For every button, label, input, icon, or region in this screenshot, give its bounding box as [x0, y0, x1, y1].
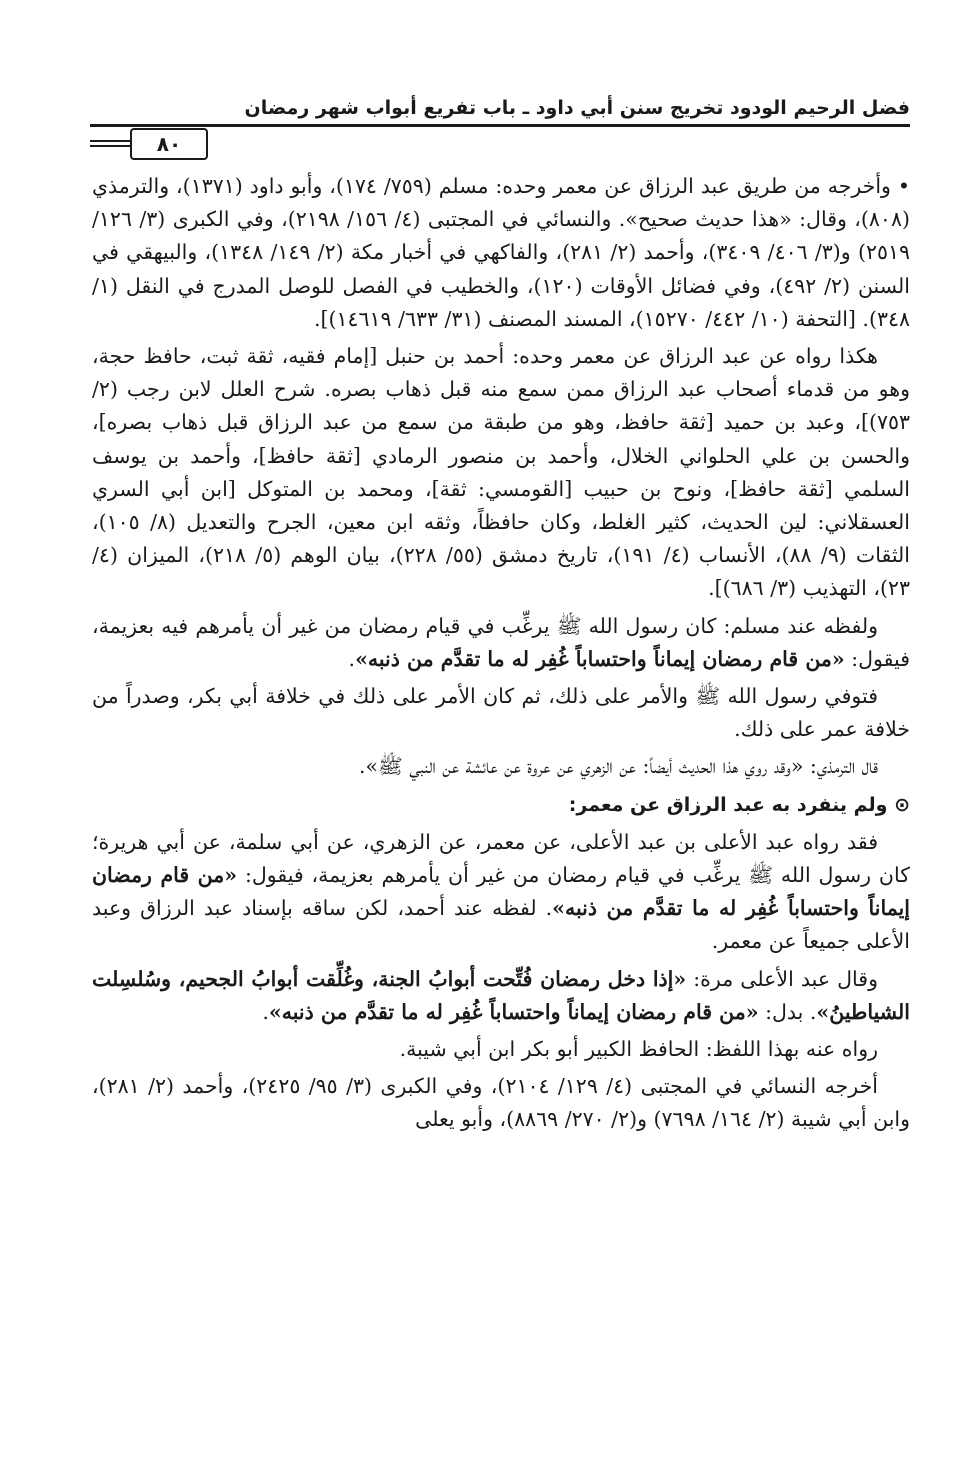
hadith-quote: «من قام رمضان إيماناً واحتساباً غُفِر له ما تقدَّم من ذنبه»: [355, 646, 845, 671]
main-text: [92, 170, 910, 1141]
paragraph: قال الترمذي: «وقد روي هذا الحديث أيضاً: عن الزهري عن عروة عن عائشة عن النبي ﷺ».: [358, 754, 878, 779]
header-ornament-line: [90, 145, 132, 147]
hadith-quote: «من قام رمضان إيماناً واحتساباً غُفِر له ما تقدَّم من ذنبه»: [268, 999, 759, 1024]
paragraph: هكذا رواه عن عبد الرزاق عن معمر وحده: أحمد بن حنبل [إمام فقيه، ثقة ثبت، حافظ حجة، وهو من قدماء أصحاب عبد الرزاق ممن سمع منه قبل ذهاب بصره. شرح العلل لابن رجب (٢/ ٧٥٣)]، وعبد بن حميد [ثقة حافظ، وهو من طبقة من سمع من عبد الرزاق قبل ذهاب بصره]، والحسن بن علي الحلواني الخلال، وأحمد بن منصور الرمادي [ثقة حافظ]، وأحمد بن يوسف السلمي [ثقة حافظ]، ونوح بن حبيب [القومسي: ثقة]، ومحمد بن المتوكل [ابن أبي السري العسقلاني: لين الحديث، كثير الغلط، وكان حافظاً، وثقه ابن معين، الجرح والتعديل (٨/ ١٠٥)، الثقات (٩/ ٨٨)، الأنساب (٤/ ١٩١)، تاريخ دمشق (٥٥/ ٢٢٨)، بيان الوهم (٥/ ٢١٨)، الميزان (٤/ ٢٣)، التهذيب (٣/ ٦٨٦)].: [92, 344, 910, 601]
hadith-quote: «من قام رمضان إيماناً واحتساباً غُفِر له ما تقدَّم من ذنبه»: [92, 863, 910, 921]
paragraph-text: . لفظه عند أحمد، لكن ساقه بإسناد عبد الرزاق وعبد الأعلى جميعاً عن معمر.: [92, 896, 910, 954]
paragraph: رواه عنه بهذا اللفظ: الحافظ الكبير أبو بكر ابن أبي شيبة.: [399, 1037, 878, 1062]
paragraph: فتوفي رسول الله ﷺ والأمر على ذلك، ثم كان الأمر على ذلك في خلافة أبي بكر، وصدراً من خلافة عمر على ذلك.: [92, 684, 910, 742]
paragraph-text: .: [348, 646, 356, 671]
header-rule: [90, 124, 910, 127]
paragraph: أخرجه النسائي في المجتبى (٤/ ١٢٩/ ٢١٠٤)، وفي الكبرى (٣/ ٩٥/ ٢٤٢٥)، وأحمد (٢/ ٢٨١)، وابن أبي شيبة (٢/ ١٦٤/ ٧٦٩٨) و(٢/ ٢٧٠/ ٨٨٦٩)، وأبو يعلى: [92, 1074, 910, 1132]
paragraph: • وأخرجه من طريق عبد الرزاق عن معمر وحده: مسلم (٧٥٩/ ١٧٤)، وأبو داود (١٣٧١)، والترمذي (٨٠٨)، وقال: «هذا حديث صحيح». والنسائي في المجتبى (٤/ ١٥٦/ ٢١٩٨)، وفي الكبرى (٣/ ١٢٦/ ٢٥١٩) و(٣/ ٤٠٦/ ٣٤٠٩)، وأحمد (٢/ ٢٨١)، والفاكهي في أخبار مكة (٢/ ١٤٩/ ١٣٤٨)، والبيهقي في السنن (٢/ ٤٩٢)، وفي فضائل الأوقات (١٢٠)، والخطيب في الفصل للوصل المدرج في النقل (١/ ٣٤٨). [التحفة (١٠/ ٤٤٢/ ١٥٢٧٠)، المسند المصنف (٣١/ ٦٣٣/ ١٤٦١٩)].: [92, 174, 910, 331]
section-subheading: [92, 788, 910, 822]
paragraph: [92, 826, 910, 959]
header-ornament-line: [90, 140, 132, 142]
page-number: ٨٠: [130, 128, 208, 160]
paragraph-text: . بدل:: [758, 999, 817, 1024]
paragraph-text: فقد رواه عبد الأعلى بن عبد الأعلى، عن معمر، عن الزهري، عن أبي سلمة، عن أبي هريرة؛ كان رسول الله ﷺ يرغِّب في قيام رمضان من غير أن يأمرهم بعزيمة، فيقول:: [92, 829, 910, 888]
subheading-text: ⊙ ولم ينفرد به عبد الرزاق عن معمر:: [568, 793, 910, 816]
running-header: فضل الرحيم الودود تخريج سنن أبي داود ـ باب تفريع أبواب شهر رمضان: [244, 97, 910, 119]
paragraph: [92, 610, 910, 676]
paragraph-text: وقال عبد الأعلى مرة:: [686, 966, 878, 991]
hadith-quote: «إذا دخل رمضان فُتِّحت أبوابُ الجنة، وغُلِّقت أبوابُ الجحيم، وسُلسِلت الشياطينُ»: [92, 966, 910, 1024]
paragraph-text: ولفظه عند مسلم: كان رسول الله ﷺ يرغِّب في قيام رمضان من غير أن يأمرهم فيه بعزيمة، فيقول:: [92, 613, 910, 671]
paragraph-text: .: [262, 999, 269, 1024]
paragraph: [92, 963, 910, 1029]
